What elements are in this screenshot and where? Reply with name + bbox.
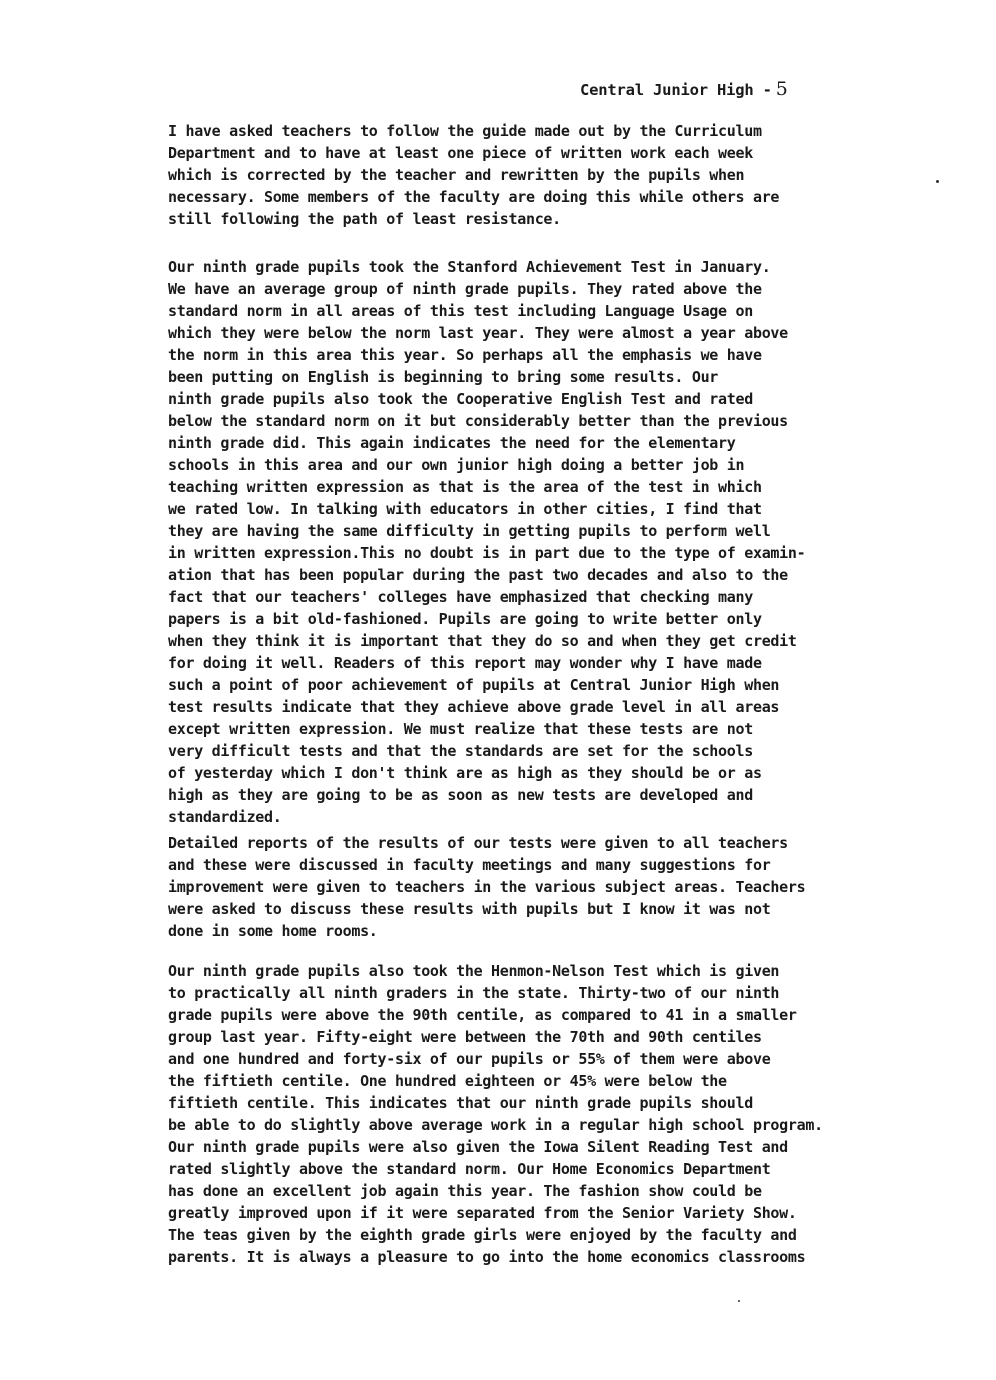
text-line: rated slightly above the standard norm. Our Home Economics Department — [168, 1160, 771, 1178]
text-line: below the standard norm on it but considerably better than the previous — [168, 412, 788, 430]
paragraph-stanford-test — [168, 256, 968, 828]
text-line: parents. It is always a pleasure to go into the home economics classrooms — [168, 1248, 806, 1266]
text-line: and these were discussed in faculty meetings and many suggestions for — [168, 856, 771, 874]
text-line: We have an average group of ninth grade pupils. They rated above the — [168, 280, 762, 298]
text-line: I have asked teachers to follow the guide made out by the Curriculum — [168, 122, 762, 140]
header-title: Central Junior High - — [580, 81, 772, 99]
text-line: standard norm in all areas of this test including Language Usage on — [168, 302, 753, 320]
text-line: standardized. — [168, 808, 282, 826]
text-line: when they think it is important that they do so and when they get credit — [168, 632, 797, 650]
text-line: The teas given by the eighth grade girls were enjoyed by the faculty and — [168, 1226, 797, 1244]
text-line: the norm in this area this year. So perhaps all the emphasis we have — [168, 346, 762, 364]
text-line: except written expression. We must realize that these tests are not — [168, 720, 753, 738]
text-line: fiftieth centile. This indicates that our ninth grade pupils should — [168, 1094, 753, 1112]
text-line: improvement were given to teachers in the various subject areas. Teachers — [168, 878, 806, 896]
text-line: grade pupils were above the 90th centile, as compared to 41 in a smaller — [168, 1006, 797, 1024]
text-line: greatly improved upon if it were separated from the Senior Variety Show. — [168, 1204, 797, 1222]
text-line: done in some home rooms. — [168, 922, 378, 940]
text-line: test results indicate that they achieve above grade level in all areas — [168, 698, 780, 716]
text-line: been putting on English is beginning to bring some results. Our — [168, 368, 719, 386]
text-line: ninth grade did. This again indicates the need for the elementary — [168, 434, 736, 452]
text-line: fact that our teachers' colleges have emphasized that checking many — [168, 588, 753, 606]
text-line: of yesterday which I don't think are as high as they should be or as — [168, 764, 762, 782]
text-line: for doing it well. Readers of this report may wonder why I have made — [168, 654, 762, 672]
text-line: the fiftieth centile. One hundred eighteen or 45% were below the — [168, 1072, 727, 1090]
text-line: Our ninth grade pupils took the Stanford Achievement Test in January. — [168, 258, 771, 276]
text-line: were asked to discuss these results with pupils but I know it was not — [168, 900, 771, 918]
text-line: which they were below the norm last year. They were almost a year above — [168, 324, 788, 342]
text-line: group last year. Fifty-eight were between the 70th and 90th centiles — [168, 1028, 762, 1046]
text-line: they are having the same difficulty in getting pupils to perform well — [168, 522, 771, 540]
paragraph-henmon-nelson — [168, 960, 968, 1268]
text-line: Our ninth grade pupils also took the Henmon-Nelson Test which is given — [168, 962, 780, 980]
text-line: we rated low. In talking with educators in other cities, I find that — [168, 500, 762, 518]
scan-speck — [936, 180, 939, 183]
text-line: papers is a bit old-fashioned. Pupils are going to write better only — [168, 610, 762, 628]
text-line: very difficult tests and that the standards are set for the schools — [168, 742, 753, 760]
paragraph-detailed-reports — [168, 832, 968, 942]
page-number: 5 — [775, 78, 788, 100]
text-line: and one hundred and forty-six of our pupils or 55% of them were above — [168, 1050, 771, 1068]
text-line: necessary. Some members of the faculty are doing this while others are — [168, 188, 780, 206]
text-line: in written expression.This no doubt is in part due to the type of examin- — [168, 544, 806, 562]
text-line: ninth grade pupils also took the Cooperative English Test and rated — [168, 390, 753, 408]
text-line: Department and to have at least one piece of written work each week — [168, 144, 753, 162]
text-line: such a point of poor achievement of pupils at Central Junior High when — [168, 676, 780, 694]
text-line: to practically all ninth graders in the state. Thirty-two of our ninth — [168, 984, 780, 1002]
text-line: Detailed reports of the results of our tests were given to all teachers — [168, 834, 788, 852]
page-header — [580, 78, 788, 100]
text-line: ation that has been popular during the past two decades and also to the — [168, 566, 788, 584]
text-line: be able to do slightly above average work in a regular high school program. — [168, 1116, 823, 1134]
paragraph-written-work — [168, 120, 968, 230]
text-line: teaching written expression as that is the area of the test in which — [168, 478, 762, 496]
text-line: Our ninth grade pupils were also given the Iowa Silent Reading Test and — [168, 1138, 788, 1156]
text-line: schools in this area and our own junior high doing a better job in — [168, 456, 745, 474]
text-line: has done an excellent job again this year. The fashion show could be — [168, 1182, 762, 1200]
text-line: still following the path of least resistance. — [168, 210, 561, 228]
text-line: high as they are going to be as soon as new tests are developed and — [168, 786, 753, 804]
text-line: which is corrected by the teacher and rewritten by the pupils when — [168, 166, 745, 184]
scan-speck — [738, 1300, 740, 1302]
